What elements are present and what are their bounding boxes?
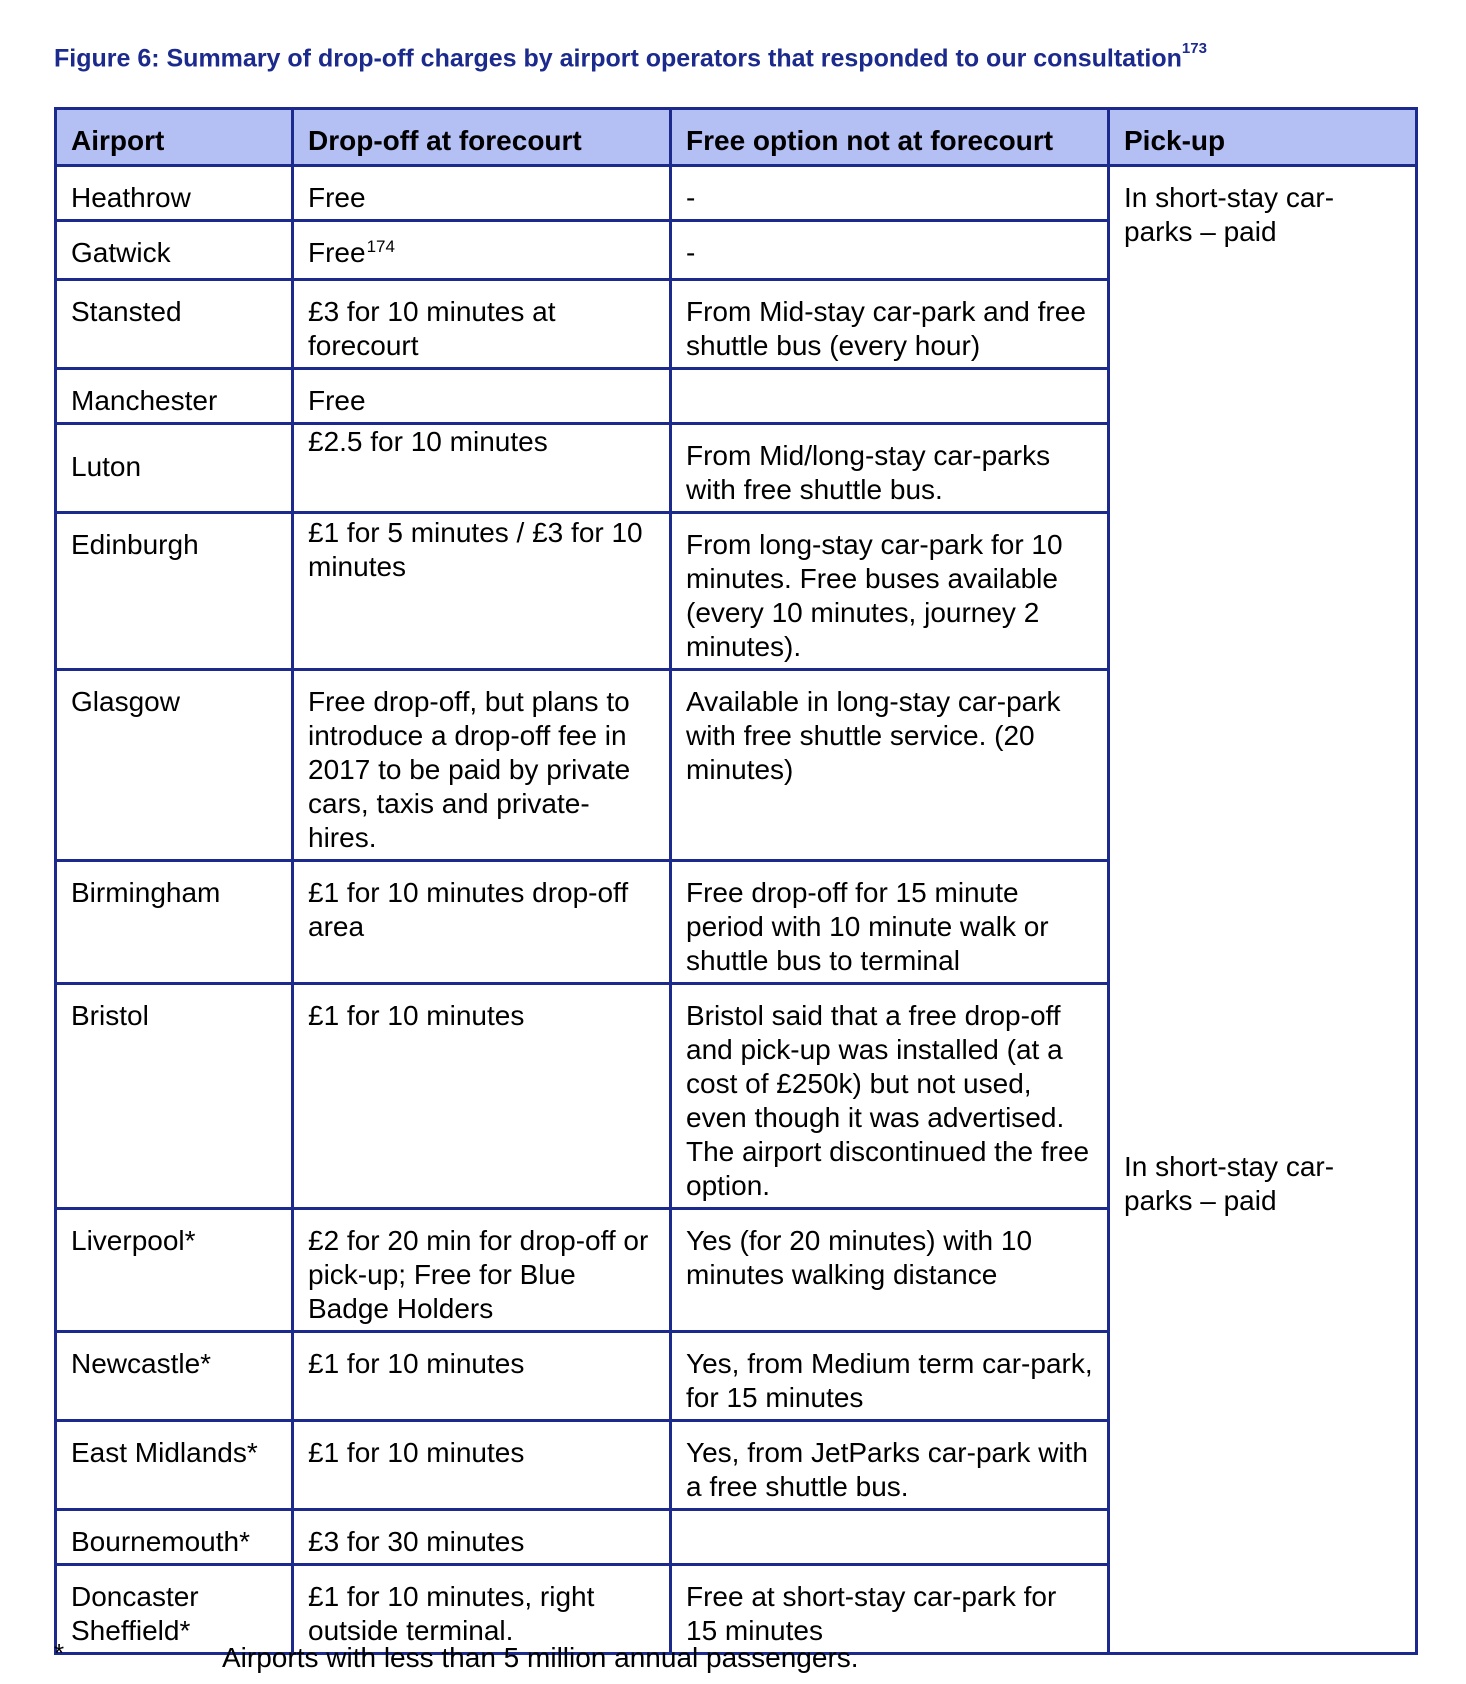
free-option-cell: Bristol said that a free drop-off and pick-up was installed (at a cost of £250k) but not used, even though it was advertised. The airport discontinued the free option. bbox=[671, 984, 1109, 1209]
airport-cell: Birmingham bbox=[56, 861, 293, 984]
airport-cell: Heathrow bbox=[56, 166, 293, 221]
drop-off-charges-table bbox=[54, 107, 1418, 1655]
dropoff-text: Free bbox=[308, 237, 366, 268]
airport-cell: Bristol bbox=[56, 984, 293, 1209]
dropoff-cell: £1 for 5 minutes / £3 for 10 minutes bbox=[293, 513, 671, 670]
dropoff-cell: Free drop-off, but plans to introduce a drop-off fee in 2017 to be paid by private cars, taxis and private-hires. bbox=[293, 670, 671, 861]
dropoff-cell: £2.5 for 10 minutes bbox=[293, 424, 671, 513]
free-option-cell: Free at short-stay car-park for 15 minutes bbox=[671, 1565, 1109, 1654]
airport-cell: Stansted bbox=[56, 280, 293, 369]
free-option-cell bbox=[671, 369, 1109, 424]
free-option-cell bbox=[671, 1510, 1109, 1565]
dropoff-cell bbox=[293, 221, 671, 280]
free-option-cell: From long-stay car-park for 10 minutes. Free buses available (every 10 minutes, journey 2 minutes). bbox=[671, 513, 1109, 670]
figure-title-footnote-ref: 173 bbox=[1181, 40, 1207, 57]
airport-cell: Doncaster Sheffield* bbox=[56, 1565, 293, 1654]
airport-cell: Manchester bbox=[56, 369, 293, 424]
pickup-text-bottom: In short-stay car-parks – paid bbox=[1124, 1151, 1335, 1216]
dropoff-cell: £1 for 10 minutes bbox=[293, 984, 671, 1209]
dropoff-cell: £3 for 10 minutes at forecourt bbox=[293, 280, 671, 369]
airport-cell: Gatwick bbox=[56, 221, 293, 280]
free-option-cell: Yes, from Medium term car-park, for 15 minutes bbox=[671, 1332, 1109, 1421]
free-option-cell: Yes, from JetParks car-park with a free shuttle bus. bbox=[671, 1421, 1109, 1510]
airport-text: Luton bbox=[71, 451, 142, 482]
pickup-text-top: In short-stay car-parks – paid bbox=[1124, 182, 1335, 247]
dropoff-cell: Free bbox=[293, 166, 671, 221]
free-option-cell: Available in long-stay car-park with free shuttle service. (20 minutes) bbox=[671, 670, 1109, 861]
airport-cell: Glasgow bbox=[56, 670, 293, 861]
column-header-free-option: Free option not at forecourt bbox=[671, 109, 1109, 166]
free-option-cell: Yes (for 20 minutes) with 10 minutes walking distance bbox=[671, 1209, 1109, 1332]
airport-cell: Bournemouth* bbox=[56, 1510, 293, 1565]
dropoff-cell: £3 for 30 minutes bbox=[293, 1510, 671, 1565]
airport-cell bbox=[56, 424, 293, 513]
airport-cell: East Midlands* bbox=[56, 1421, 293, 1510]
column-header-dropoff: Drop-off at forecourt bbox=[293, 109, 671, 166]
column-header-pickup: Pick-up bbox=[1109, 109, 1417, 166]
free-option-cell: - bbox=[671, 166, 1109, 221]
figure-title bbox=[54, 40, 1207, 73]
dropoff-cell: £1 for 10 minutes, right outside terminal. bbox=[293, 1565, 671, 1654]
dropoff-footnote-ref: 174 bbox=[366, 237, 395, 256]
dropoff-cell: £2 for 20 min for drop-off or pick-up; Free for Blue Badge Holders bbox=[293, 1209, 671, 1332]
free-option-cell: From Mid/long-stay car-parks with free shuttle bus. bbox=[671, 424, 1109, 513]
dropoff-cell: £1 for 10 minutes bbox=[293, 1332, 671, 1421]
free-option-cell: From Mid-stay car-park and free shuttle bus (every hour) bbox=[671, 280, 1109, 369]
pickup-cell-content bbox=[1110, 167, 1415, 1531]
free-option-cell: - bbox=[671, 221, 1109, 280]
column-header-airport: Airport bbox=[56, 109, 293, 166]
airport-cell: Edinburgh bbox=[56, 513, 293, 670]
airport-cell: Newcastle* bbox=[56, 1332, 293, 1421]
dropoff-cell: £1 for 10 minutes bbox=[293, 1421, 671, 1510]
free-option-cell: Free drop-off for 15 minute period with 10 minute walk or shuttle bus to terminal bbox=[671, 861, 1109, 984]
footnote-marker: * bbox=[54, 1638, 65, 1668]
table-row bbox=[56, 166, 1417, 221]
pickup-cell bbox=[1109, 166, 1417, 1654]
airport-cell: Liverpool* bbox=[56, 1209, 293, 1332]
table-header-row bbox=[56, 109, 1417, 166]
dropoff-cell: £1 for 10 minutes drop-off area bbox=[293, 861, 671, 984]
dropoff-cell: Free bbox=[293, 369, 671, 424]
figure-title-text: Figure 6: Summary of drop-off charges by airport operators that responded to our consultation bbox=[54, 44, 1182, 73]
footnote-text: Airports with less than 5 million annual passengers. bbox=[222, 1642, 859, 1673]
